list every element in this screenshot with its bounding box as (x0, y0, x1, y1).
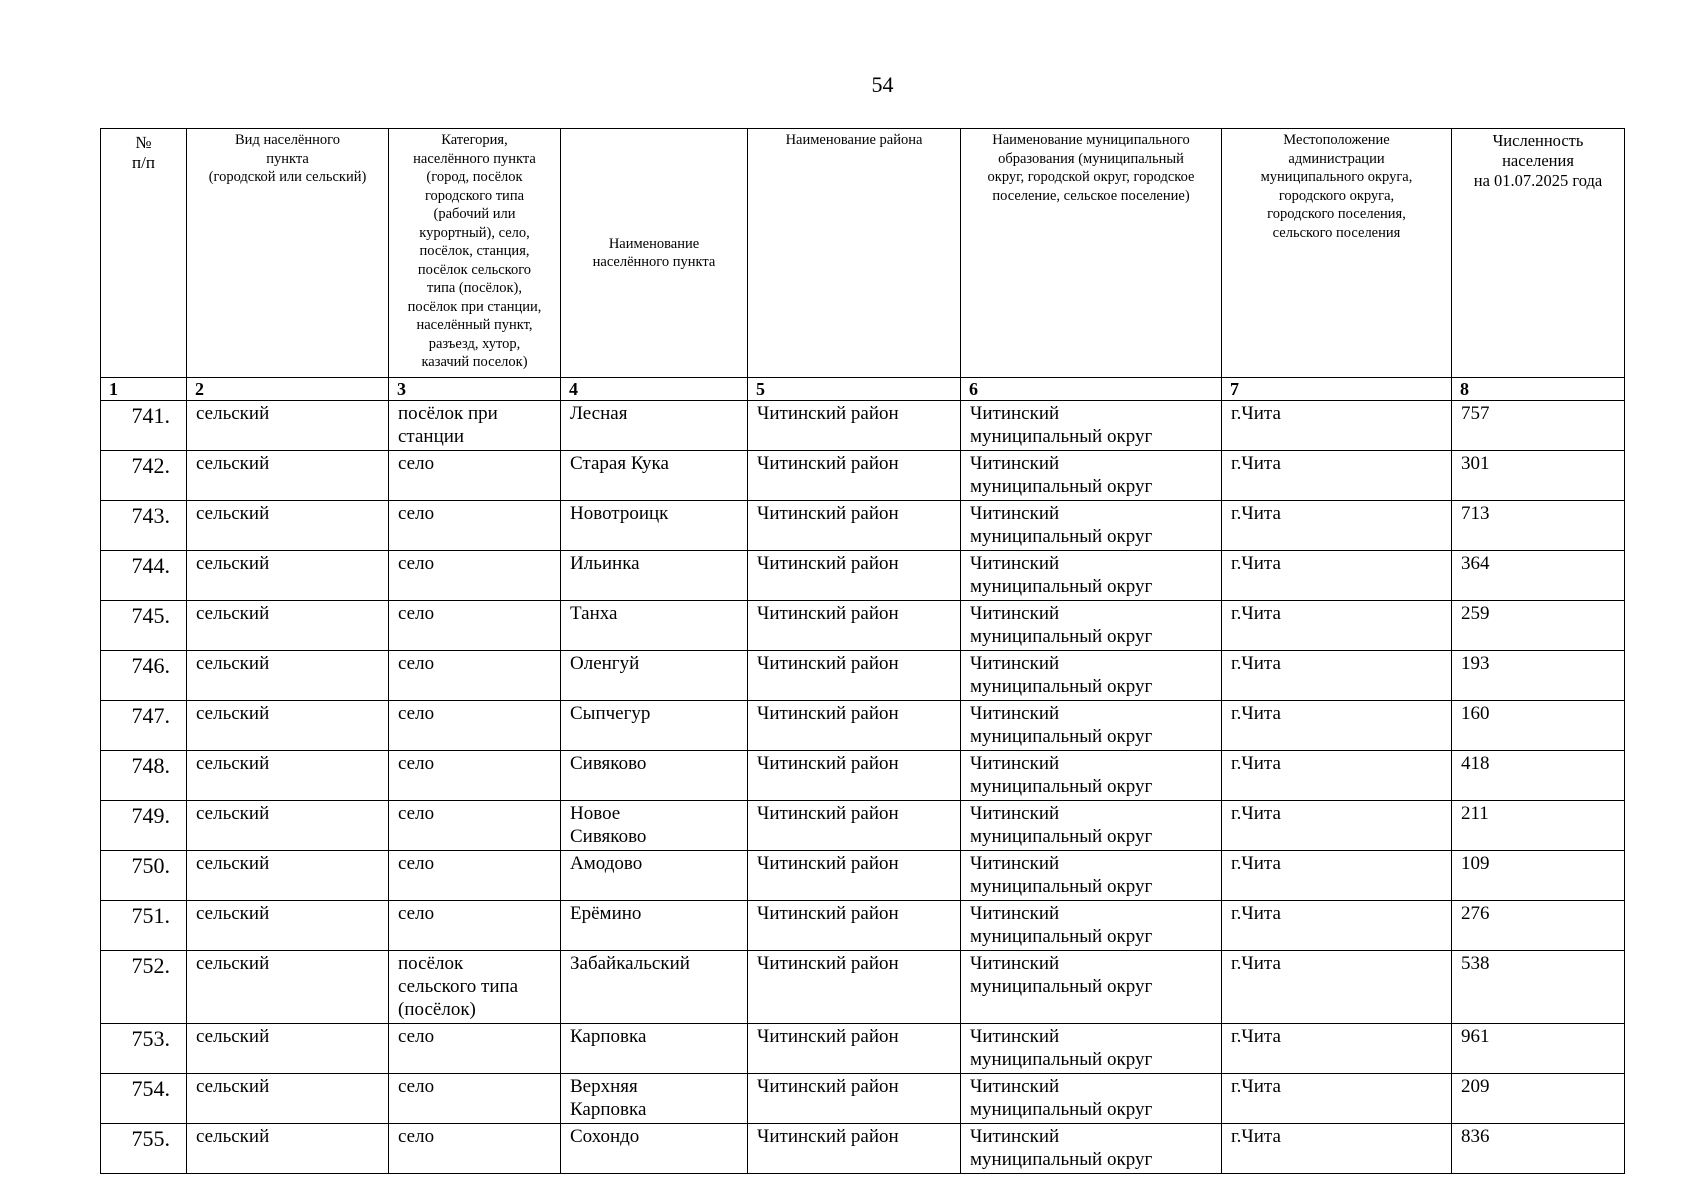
column-number: 2 (187, 378, 389, 401)
settlement-name: Сыпчегур (561, 701, 748, 751)
settlement-name: Ильинка (561, 551, 748, 601)
population-value: 160 (1452, 701, 1625, 751)
population-value: 418 (1452, 751, 1625, 801)
table-row (101, 601, 1625, 651)
municipality-name: Читинский муниципальный округ (961, 551, 1222, 601)
district-name: Читинский район (748, 901, 961, 951)
settlement-name: Сохондо (561, 1124, 748, 1174)
population-value: 209 (1452, 1074, 1625, 1124)
municipality-name: Читинский муниципальный округ (961, 401, 1222, 451)
settlement-category: село (389, 651, 561, 701)
settlement-name: Карповка (561, 1024, 748, 1074)
settlement-category: село (389, 451, 561, 501)
district-name: Читинский район (748, 451, 961, 501)
settlement-name: Верхняя Карповка (561, 1074, 748, 1124)
population-value: 538 (1452, 951, 1625, 1024)
municipality-name: Читинский муниципальный округ (961, 951, 1222, 1024)
population-value: 301 (1452, 451, 1625, 501)
row-number: 743. (101, 501, 187, 551)
admin-location: г.Чита (1222, 851, 1452, 901)
settlement-type: сельский (187, 801, 389, 851)
row-number: 746. (101, 651, 187, 701)
table-row (101, 451, 1625, 501)
municipality-name: Читинский муниципальный округ (961, 451, 1222, 501)
settlement-type: сельский (187, 551, 389, 601)
admin-location: г.Чита (1222, 701, 1452, 751)
row-number: 755. (101, 1124, 187, 1174)
table-row (101, 1024, 1625, 1074)
district-name: Читинский район (748, 1074, 961, 1124)
population-value: 836 (1452, 1124, 1625, 1174)
table-row (101, 551, 1625, 601)
municipality-name: Читинский муниципальный округ (961, 701, 1222, 751)
district-name: Читинский район (748, 701, 961, 751)
settlement-name: Сивяково (561, 751, 748, 801)
population-value: 259 (1452, 601, 1625, 651)
column-number: 1 (101, 378, 187, 401)
population-value: 757 (1452, 401, 1625, 451)
header-row (101, 129, 1625, 378)
municipality-name: Читинский муниципальный округ (961, 651, 1222, 701)
table-row (101, 1074, 1625, 1124)
district-name: Читинский район (748, 501, 961, 551)
header-cell: Местоположение администрации муниципального округа, городского округа, городского поселения, сельского поселения (1222, 129, 1452, 378)
population-value: 276 (1452, 901, 1625, 951)
settlement-name: Забайкальский (561, 951, 748, 1024)
settlement-category: село (389, 851, 561, 901)
municipality-name: Читинский муниципальный округ (961, 801, 1222, 851)
table-row (101, 851, 1625, 901)
column-number: 4 (561, 378, 748, 401)
settlement-name: Старая Кука (561, 451, 748, 501)
admin-location: г.Чита (1222, 551, 1452, 601)
row-number: 744. (101, 551, 187, 601)
settlements-table (100, 128, 1625, 1174)
row-number: 745. (101, 601, 187, 651)
admin-location: г.Чита (1222, 451, 1452, 501)
header-cell: № п/п (101, 129, 187, 378)
row-number: 752. (101, 951, 187, 1024)
admin-location: г.Чита (1222, 1024, 1452, 1074)
column-number: 5 (748, 378, 961, 401)
header-cell: Наименование населённого пункта (561, 129, 748, 378)
admin-location: г.Чита (1222, 401, 1452, 451)
row-number: 747. (101, 701, 187, 751)
settlement-type: сельский (187, 401, 389, 451)
settlement-type: сельский (187, 1074, 389, 1124)
row-number: 748. (101, 751, 187, 801)
settlement-category: посёлок сельского типа (посёлок) (389, 951, 561, 1024)
district-name: Читинский район (748, 751, 961, 801)
page-number: 54 (871, 72, 894, 97)
district-name: Читинский район (748, 851, 961, 901)
row-number: 753. (101, 1024, 187, 1074)
settlement-category: село (389, 1124, 561, 1174)
district-name: Читинский район (748, 801, 961, 851)
row-number: 754. (101, 1074, 187, 1124)
admin-location: г.Чита (1222, 901, 1452, 951)
population-value: 193 (1452, 651, 1625, 701)
settlement-name: Амодово (561, 851, 748, 901)
admin-location: г.Чита (1222, 801, 1452, 851)
column-number: 8 (1452, 378, 1625, 401)
municipality-name: Читинский муниципальный округ (961, 901, 1222, 951)
settlement-type: сельский (187, 501, 389, 551)
settlement-type: сельский (187, 451, 389, 501)
table-row (101, 1124, 1625, 1174)
municipality-name: Читинский муниципальный округ (961, 1074, 1222, 1124)
column-number: 7 (1222, 378, 1452, 401)
settlement-type: сельский (187, 851, 389, 901)
row-number: 750. (101, 851, 187, 901)
table-row (101, 951, 1625, 1024)
column-number-row (101, 378, 1625, 401)
settlement-category: село (389, 551, 561, 601)
settlement-category: посёлок при станции (389, 401, 561, 451)
settlement-category: село (389, 701, 561, 751)
admin-location: г.Чита (1222, 651, 1452, 701)
population-value: 109 (1452, 851, 1625, 901)
settlement-type: сельский (187, 951, 389, 1024)
settlement-name: Ерёмино (561, 901, 748, 951)
municipality-name: Читинский муниципальный округ (961, 601, 1222, 651)
settlement-name: Новотроицк (561, 501, 748, 551)
settlement-type: сельский (187, 701, 389, 751)
settlement-category: село (389, 1074, 561, 1124)
settlement-category: село (389, 1024, 561, 1074)
header-cell: Наименование района (748, 129, 961, 378)
table-row (101, 501, 1625, 551)
district-name: Читинский район (748, 551, 961, 601)
district-name: Читинский район (748, 401, 961, 451)
settlement-type: сельский (187, 651, 389, 701)
table-row (101, 901, 1625, 951)
settlement-name: Оленгуй (561, 651, 748, 701)
column-number: 6 (961, 378, 1222, 401)
table-row (101, 751, 1625, 801)
table-row (101, 701, 1625, 751)
municipality-name: Читинский муниципальный округ (961, 501, 1222, 551)
admin-location: г.Чита (1222, 501, 1452, 551)
settlement-category: село (389, 801, 561, 851)
settlement-category: село (389, 901, 561, 951)
population-value: 364 (1452, 551, 1625, 601)
header-cell: Категория, населённого пункта (город, посёлок городского типа (рабочий или курортный), село, посёлок, станция, посёлок сельского типа (посёлок), посёлок при станции, населённый пункт, разъезд, хутор, казачий поселок) (389, 129, 561, 378)
admin-location: г.Чита (1222, 951, 1452, 1024)
municipality-name: Читинский муниципальный округ (961, 1124, 1222, 1174)
settlement-type: сельский (187, 901, 389, 951)
municipality-name: Читинский муниципальный округ (961, 851, 1222, 901)
district-name: Читинский район (748, 1024, 961, 1074)
settlement-type: сельский (187, 601, 389, 651)
settlement-category: село (389, 751, 561, 801)
column-number: 3 (389, 378, 561, 401)
admin-location: г.Чита (1222, 1124, 1452, 1174)
settlement-name: Лесная (561, 401, 748, 451)
admin-location: г.Чита (1222, 751, 1452, 801)
header-cell: Наименование муниципального образования (муниципальный округ, городской округ, городское поселение, сельское поселение) (961, 129, 1222, 378)
header-cell: Вид населённого пункта (городской или сельский) (187, 129, 389, 378)
municipality-name: Читинский муниципальный округ (961, 1024, 1222, 1074)
settlement-type: сельский (187, 1024, 389, 1074)
settlement-name: Танха (561, 601, 748, 651)
header-cell: Численность населения на 01.07.2025 года (1452, 129, 1625, 378)
municipality-name: Читинский муниципальный округ (961, 751, 1222, 801)
table-row (101, 401, 1625, 451)
table-row (101, 801, 1625, 851)
district-name: Читинский район (748, 601, 961, 651)
row-number: 741. (101, 401, 187, 451)
population-value: 713 (1452, 501, 1625, 551)
district-name: Читинский район (748, 651, 961, 701)
population-value: 961 (1452, 1024, 1625, 1074)
settlement-category: село (389, 601, 561, 651)
district-name: Читинский район (748, 951, 961, 1024)
settlement-type: сельский (187, 1124, 389, 1174)
settlement-category: село (389, 501, 561, 551)
settlement-name: Новое Сивяково (561, 801, 748, 851)
row-number: 742. (101, 451, 187, 501)
table-row (101, 651, 1625, 701)
admin-location: г.Чита (1222, 1074, 1452, 1124)
admin-location: г.Чита (1222, 601, 1452, 651)
district-name: Читинский район (748, 1124, 961, 1174)
row-number: 751. (101, 901, 187, 951)
population-value: 211 (1452, 801, 1625, 851)
row-number: 749. (101, 801, 187, 851)
settlement-type: сельский (187, 751, 389, 801)
